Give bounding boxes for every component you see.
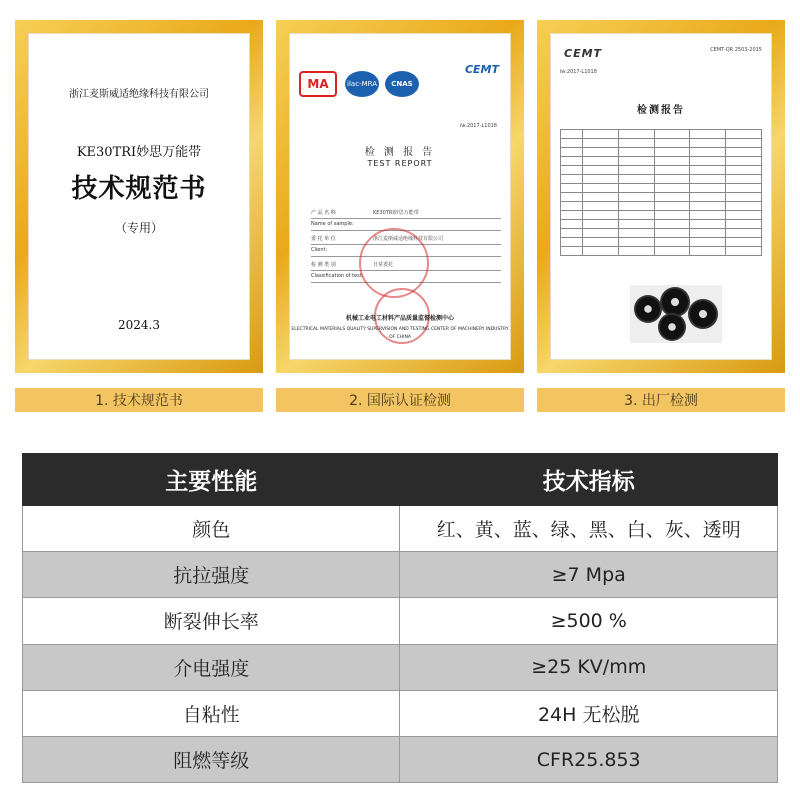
ma-logo: MA — [299, 71, 337, 97]
value-cell: ≥7 Mpa — [400, 552, 778, 598]
table-row — [23, 552, 778, 598]
tape-roll-icon — [634, 295, 662, 323]
report-number: №:2017-L1018 — [560, 69, 597, 75]
factory-test-frame[interactable] — [537, 20, 785, 373]
property-cell: 阻燃等级 — [23, 736, 400, 782]
caption-spec-document: 1. 技术规范书 — [15, 388, 263, 412]
cover-product-name: KE30TRI妙思万能带 — [76, 145, 202, 160]
tape-roll-icon — [658, 313, 686, 341]
factory-test-page — [550, 33, 772, 360]
value-cell: CFR25.853 — [400, 736, 778, 782]
property-cell: 介电强度 — [23, 644, 400, 690]
report-title-cn: 检 测 报 告 — [364, 147, 436, 158]
cover-company-name: 浙江麦斯威适绝缘科技有限公司 — [69, 89, 209, 100]
cemt-logo: CEMT — [464, 63, 499, 76]
field-value: 日常委托 — [373, 262, 394, 268]
table-row — [23, 644, 778, 690]
cover-subtitle: （专用） — [114, 221, 163, 235]
spec-document-page — [28, 33, 250, 360]
cemt-logo: CEMT — [564, 47, 603, 60]
red-stamp-icon — [359, 228, 429, 298]
test-report-frame[interactable] — [276, 20, 524, 373]
header-property: 主要性能 — [23, 454, 400, 506]
table-row — [23, 598, 778, 644]
certification-logos — [299, 71, 509, 101]
sample-photo — [630, 285, 722, 343]
field-label: 检 测 类 别 — [311, 262, 336, 268]
report-code: CEMT-QR 2503-2015 — [710, 47, 762, 53]
factory-test-title: 检测报告 — [637, 105, 685, 116]
property-cell: 自粘性 — [23, 690, 400, 736]
report-field — [311, 209, 501, 219]
field-value: 浙江麦斯威适绝缘科技有限公司 — [373, 236, 444, 242]
report-title-en: TEST REPORT — [367, 159, 433, 168]
field-label: Client: — [311, 247, 328, 253]
spec-document-frame[interactable] — [15, 20, 263, 373]
ilac-mra-logo: ilac-MRA — [345, 71, 379, 97]
spec-table — [22, 453, 778, 783]
value-cell: ≥25 KV/mm — [400, 644, 778, 690]
caption-test-report: 2. 国际认证检测 — [276, 388, 524, 412]
value-cell: 24H 无松脱 — [400, 690, 778, 736]
property-cell: 抗拉强度 — [23, 552, 400, 598]
caption-factory-test: 3. 出厂检测 — [537, 388, 785, 412]
table-row — [23, 690, 778, 736]
tape-roll-icon — [688, 299, 718, 329]
field-value: KE30TRI妙思万能带 — [373, 210, 419, 216]
cnas-logo: CNAS — [385, 71, 419, 97]
field-label: 产 品 名 称 — [311, 210, 336, 216]
header-value: 技术指标 — [400, 454, 778, 506]
table-row — [23, 506, 778, 552]
spec-table-header — [23, 454, 778, 506]
value-cell: ≥500 % — [400, 598, 778, 644]
field-label: Classification of test: — [311, 273, 364, 279]
report-footer-en: ELECTRICAL MATERIALS QUALITY SUPERVISION AND TESTING CENTER OF MACHINERY INDUSTRY OF CHINA — [291, 327, 509, 340]
report-footer-cn: 机械工业电工材料产品质量监督检测中心 — [345, 315, 454, 322]
field-label: Name of sample: — [311, 221, 354, 227]
report-number: №:2017-L1018 — [460, 123, 497, 129]
property-cell: 颜色 — [23, 506, 400, 552]
cover-date: 2024.3 — [118, 318, 160, 332]
property-cell: 断裂伸长率 — [23, 598, 400, 644]
test-report-page — [289, 33, 511, 360]
value-cell: 红、黄、蓝、绿、黑、白、灰、透明 — [400, 506, 778, 552]
cover-title: 技术规范书 — [71, 174, 207, 204]
factory-test-table — [560, 129, 762, 256]
field-label: 委 托 单 位 — [311, 236, 336, 242]
table-row — [23, 736, 778, 782]
